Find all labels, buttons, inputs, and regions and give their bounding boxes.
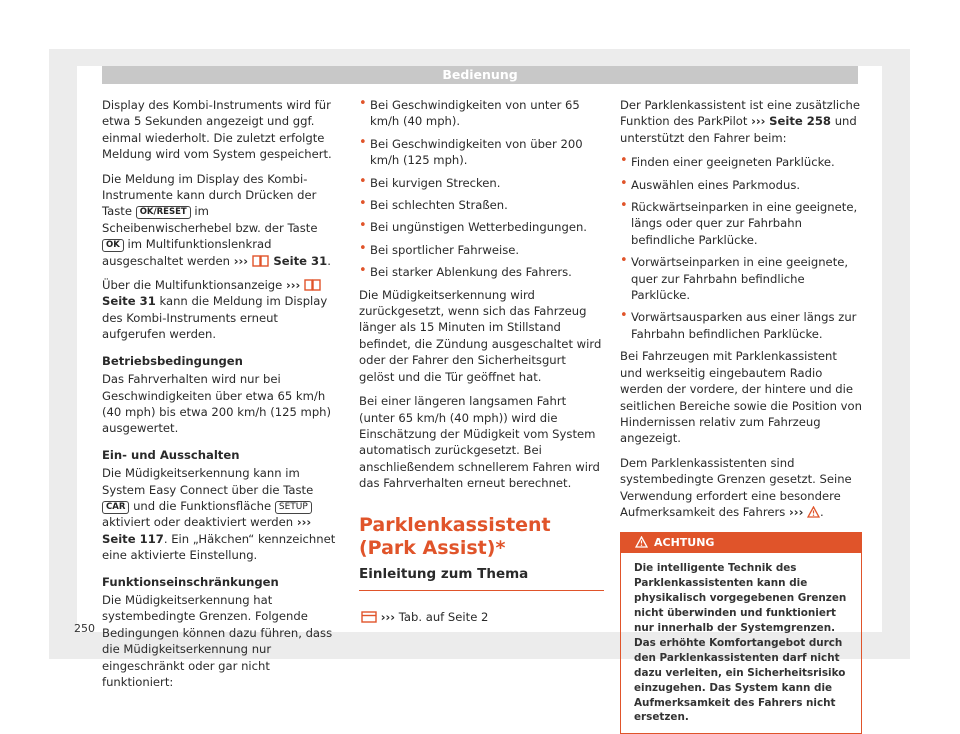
arrow-icon: ››› (233, 253, 249, 268)
paragraph: Bei Fahrzeugen mit Parklenkassistent und werkseitig eingebautem Radio werden der vordere, der hintere und die seitlichen Bereiche sowie die Position von Hindernissen relativ zum Fahrzeug angezeigt. (620, 349, 862, 446)
section-title: Parklenkassistent (Park Assist)* (359, 513, 551, 559)
warning-box (620, 532, 862, 734)
page-link-31[interactable]: Seite 31 (102, 294, 156, 309)
arrow-icon: ››› (789, 504, 804, 519)
bullet-icon: • (359, 240, 367, 256)
page-link-117[interactable]: Seite 117 (102, 531, 164, 546)
bullet-icon: • (620, 198, 628, 214)
table-reference (359, 609, 604, 625)
warning-header (621, 533, 861, 553)
bullet-icon: • (359, 96, 367, 111)
column-3 (620, 97, 862, 734)
subheading-betrieb: Betriebsbedingungen (102, 353, 243, 368)
page-link-31[interactable]: Seite 31 (273, 253, 328, 268)
paragraph: Bei einer längeren langsamen Fahrt (unter 65 km/h (40 mph)) wird die Einschätzung der Müdigkeit vom System automatisch zurückgesetzt. Bei anschließendem schnellerem Fahren wird das Fahrverhalten erneut berechnet. (359, 394, 600, 491)
list-item: • Bei Geschwindigkeiten von über 200 km/h (125 mph). (359, 134, 583, 168)
page-header: Bedienung (102, 66, 858, 84)
warning-title: ACHTUNG (654, 536, 715, 550)
bullet-icon: • (620, 175, 628, 191)
bullet-icon: • (620, 253, 628, 269)
paragraph: Die Meldung im Display des Kombi-Instrumente kann durch Drücken der Taste OK/RESET im Scheibenwischerhebel bzw. der Taste OK im Multifunktionslenkrad ausgeschaltet werden ››› Seite 31. (102, 171, 331, 268)
arrow-icon: ››› (751, 114, 766, 129)
bullet-icon: • (359, 173, 367, 189)
list-item: • Auswählen eines Parkmodus. (620, 175, 801, 192)
list-item: • Bei Geschwindigkeiten von unter 65 km/h (40 mph). (359, 96, 580, 129)
list-item: • Bei starker Ablenkung des Fahrers. (359, 263, 572, 280)
bullet-icon: • (359, 196, 367, 212)
bullet-icon: • (359, 218, 367, 234)
paragraph: Die Müdigkeitserkennung hat systembedingte Grenzen. Folgende Bedingungen können dazu führen, dass die Müdigkeitserkennung nur eingeschränkt oder gar nicht funktioniert: (102, 592, 333, 689)
bullet-icon: • (359, 134, 367, 150)
column-1 (102, 97, 342, 698)
paragraph: Dem Parklenkassistenten sind systembedingte Grenzen gesetzt. Seine Verwendung erfordert eine besondere Aufmerksamkeit des Fahrers ››› . (620, 455, 852, 519)
setup-key: SETUP (275, 501, 312, 514)
paragraph: Die Müdigkeitserkennung wird zurückgesetzt, wenn sich das Fahrzeug länger als 15 Minuten im Stillstand befindet, die Zündung ausgeschaltet wird oder der Fahrer den Sicherheitsgurt gelöst und die Tür geöffnet hat. (359, 287, 602, 384)
warning-icon (807, 506, 820, 518)
subheading-einaus: Ein- und Ausschalten (102, 447, 240, 462)
book-reference-icon (252, 255, 270, 267)
page-link-258[interactable]: Seite 258 (769, 114, 831, 129)
bullet-icon: • (620, 153, 628, 169)
warning-text: Die intelligente Technik des Parklenkassistenten kann die physikalisch vorgegebenen Grenzen nicht überwinden und funktioniert nur innerhalb der Systemgrenzen. Das erhöhte Komfortangebot durch den Parklenkassistenten darf nicht dazu verleiten, ein Sicherheitsrisiko einzugehen. Das System kann die Aufmerksamkeit des Fahrers nicht ersetzen. (634, 562, 847, 724)
paragraph: Das Fahrverhalten wird nur bei Geschwindigkeiten über etwa 65 km/h (40 mph) bis etwa 200 km/h (125 mph) ausgewertet. (102, 372, 332, 436)
table-reference-icon (361, 611, 377, 623)
ok-key: OK (102, 239, 124, 252)
paragraph: Über die Multifunktionsanzeige ››› Seite 31 kann die Meldung im Display des Kombi-Instruments erneut aufgerufen werden. (102, 278, 328, 342)
subheading-funktion: Funktionseinschränkungen (102, 574, 279, 589)
list-item: • Bei ungünstigen Wetterbedingungen. (359, 218, 587, 235)
list-item: • Bei schlechten Straßen. (359, 196, 508, 213)
list-item: • Bei kurvigen Strecken. (359, 173, 501, 190)
page-number: 250 (74, 622, 95, 635)
arrow-icon: ››› (380, 609, 396, 624)
column-2 (359, 97, 604, 625)
subsection-title: Einleitung zum Thema (359, 566, 604, 591)
list-item: • Finden einer geeigneten Parklücke. (620, 153, 835, 170)
arrow-icon: ››› (285, 278, 301, 293)
list-item: • Vorwärtsausparken aus einer längs zur Fahrbahn befindlichen Parklücke. (620, 308, 857, 341)
list-item: • Vorwärtseinparken in eine geeignete, quer zur Fahrbahn befindliche Parklücke. (620, 253, 849, 303)
paragraph: Display des Kombi-Instruments wird für etwa 5 Sekunden angezeigt und ggf. einmal wiederholt. Die zuletzt erfolgte Meldung wird vom System gespeichert. (102, 98, 332, 162)
okreset-key: OK/RESET (136, 206, 191, 219)
arrow-icon: ››› (296, 515, 312, 530)
paragraph: Die Müdigkeitserkennung kann im System Easy Connect über die Taste CAR und die Funktionsfläche SETUP aktiviert oder deaktiviert werden ››› Seite 117. Ein „Häkchen“ kennzeichnet eine aktivierte Einstellung. (102, 466, 336, 563)
book-reference-icon (304, 279, 322, 291)
bullet-icon: • (620, 308, 628, 324)
bullet-icon: • (359, 263, 367, 279)
list-item: • Rückwärtseinparken in eine geeignete, längs oder quer zur Fahrbahn befindliche Parklücke. (620, 198, 858, 247)
paragraph: Der Parklenkassistent ist eine zusätzliche Funktion des ParkPilot ››› Seite 258 und unterstützt den Fahrer beim: (620, 98, 861, 145)
list-item: • Bei sportlicher Fahrweise. (359, 240, 520, 257)
table-page-link[interactable]: Tab. auf Seite 2 (398, 609, 489, 624)
car-key: CAR (102, 501, 129, 514)
warning-icon (635, 536, 648, 548)
